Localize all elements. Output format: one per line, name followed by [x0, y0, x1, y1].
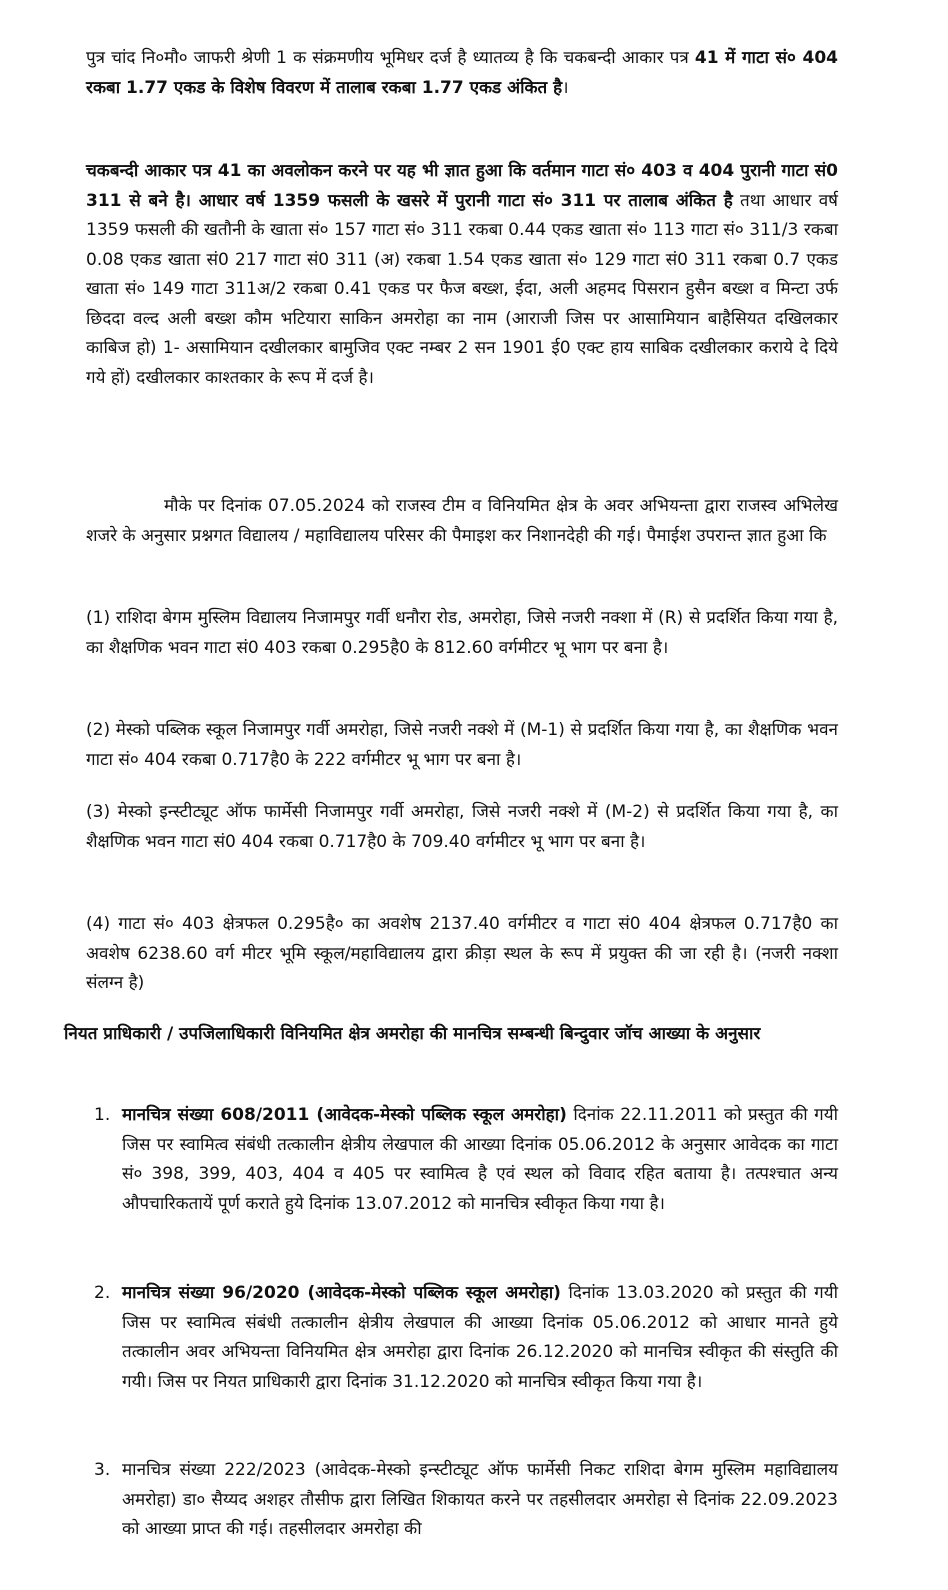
paragraph-2-text: तथा आधार वर्ष 1359 फसली की खतौनी के खाता सं० 157 गाटा सं० 311 रकबा 0.44 एकड खाता सं० 113 गाटा सं० 311/3 रकबा 0.08 एकड खाता सं0 217 गाटा सं0 311 (अ) रकबा 1.54 एकड खाता सं० 129 गाटा सं0 311 रकबा 0.7 एकड खाता सं० 149 गाटा 311अ/2 रकबा 0.41 एकड पर फैज बख्श, ईदा, अली अहमद पिसरान हुसैन बख्श व मिन्टा उर्फ छिददा वल्द अली बख्श कौम भटियारा साकिन अमरोहा का नाम (आराजी जिस पर आसामियान बाहैसियत दखिलकार काबिज हो) 1- असामियान दखीलकार बामुजिव एक्ट नम्बर 2 सन 1901 ई0 एक्ट हाय साबिक दखीलकार कराये दे दिये गये हों) दखीलकार काश्तकार के रूप में दर्ज है। — [86, 190, 838, 388]
list-number: 1. — [94, 1105, 111, 1125]
list-item-3 — [94, 1456, 838, 1545]
list-number: 3. — [94, 1460, 111, 1480]
point-4: (4) गाटा सं० 403 क्षेत्रफल 0.295है० का अवशेष 2137.40 वर्गमीटर व गाटा सं0 404 क्षेत्रफल 0.717है0 का अवशेष 6238.60 वर्ग मीटर भूमि स्कूल/महाविद्यालय द्वारा क्रीड़ा स्थल के रूप में प्रयुक्त की जा रही है। (नजरी नक्शा संलग्न है) — [86, 914, 838, 993]
paragraph-1-text: पुत्र चांद नि०मौ० जाफरी श्रेणी 1 क संक्रमणीय भूमिधर दर्ज है ध्यातव्य है कि चकबन्दी आकार पत्र — [86, 48, 695, 68]
list-item-1 — [94, 1101, 838, 1219]
list-item-1-text: दिनांक 22.11.2011 को प्रस्तुत की गयी जिस पर स्वामित्व संबंधी तत्कालीन क्षेत्रीय लेखपाल की आख्या दिनांक 05.06.2012 के अनुसार आवेदक का गाटा सं० 398, 399, 403, 404 व 405 पर स्वामित्व है एवं स्थल को विवाद रहित बताया है। तत्पश्चात अन्य औपचारिकतायें पूर्ण कराते हुये दिनांक 13.07.2012 को मानचित्र स्वीकृत किया गया है। — [122, 1105, 838, 1214]
point-2: (2) मेस्को पब्लिक स्कूल निजामपुर गर्वी अमरोहा, जिसे नजरी नक्शे में (M-1) से प्रदर्शित किया गया है, का शैक्षणिक भवन गाटा सं० 404 रकबा 0.717है0 के 222 वर्गमीटर भू भाग पर बना है। — [86, 720, 838, 770]
list-item-2 — [94, 1279, 838, 1397]
list-number: 2. — [94, 1283, 111, 1303]
paragraph-2 — [86, 157, 838, 393]
list-item-1-bold: मानचित्र संख्या 608/2011 (आवेदक-मेस्को पब्लिक स्कूल अमरोहा) — [122, 1105, 567, 1125]
list-item-3-text: मानचित्र संख्या 222/2023 (आवेदक-मेस्को इन्स्टीट्यूट ऑफ फार्मेसी निकट राशिदा बेगम मुस्लिम महाविद्यालय अमरोहा) डा० सैय्यद अशहर तौसीफ द्वारा लिखित शिकायत करने पर तहसीलदार अमरोहा से दिनांक 22.09.2023 को आख्या प्राप्त की गई। तहसीलदार अमरोहा की — [122, 1460, 838, 1539]
paragraph-1-end: । — [562, 77, 569, 98]
point-1: (1) राशिदा बेगम मुस्लिम विद्यालय निजामपुर गर्वी धनौरा रोड, अमरोहा, जिसे नजरी नक्शा में (R) से प्रदर्शित किया गया है, का शैक्षणिक भवन गाटा सं0 403 रकबा 0.295है0 के 812.60 वर्गमीटर भू भाग पर बना है। — [86, 608, 838, 658]
point-3: (3) मेस्को इन्स्टीट्यूट ऑफ फार्मेसी निजामपुर गर्वी अमरोहा, जिसे नजरी नक्शे में (M-2) से प्रदर्शित किया गया है, का शैक्षणिक भवन गाटा सं0 404 रकबा 0.717है0 के 709.40 वर्गमीटर भू भाग पर बना है। — [86, 802, 838, 852]
paragraph-3: मौके पर दिनांक 07.05.2024 को राजस्व टीम व विनियमित क्षेत्र के अवर अभियन्ता द्वारा राजस्व अभिलेख शजरे के अनुसार प्रश्नगत विद्यालय / महाविद्यालय परिसर की पैमाइश कर निशानदेही की गई। पैमाईश उपरान्त ज्ञात हुआ कि — [86, 496, 838, 546]
list-item-2-text: दिनांक 13.03.2020 को प्रस्तुत की गयी जिस पर स्वामित्व संबंधी तत्कालीन क्षेत्रीय लेखपाल की आख्या दिनांक 05.06.2012 को आधार मानते हुये तत्कालीन अवर अभियन्ता विनियमित क्षेत्र अमरोहा द्वारा दिनांक 26.12.2020 को मानचित्र स्वीकृत की संस्तुति की गयी। जिस पर नियत प्राधिकारी द्वारा दिनांक 31.12.2020 को मानचित्र स्वीकृत किया गया है। — [122, 1283, 838, 1392]
paragraph-2-bold: चकबन्दी आकार पत्र 41 का अवलोकन करने पर यह भी ज्ञात हुआ कि वर्तमान गाटा सं० 403 व 404 पुरानी गाटा सं0 311 से बने है। आधार वर्ष 1359 फसली के खसरे में पुरानी गाटा सं० 311 पर तालाब अंकित है — [86, 161, 838, 211]
paragraph-1-bold: 41 में गाटा सं० 404 रकबा 1.77 एकड के विशेष विवरण में तालाब रकबा 1.77 एकड अंकित है — [86, 48, 839, 98]
paragraph-1 — [86, 44, 838, 103]
list-item-2-bold: मानचित्र संख्या 96/2020 (आवेदक-मेस्को पब्लिक स्कूल अमरोहा) — [122, 1283, 561, 1303]
section-heading: नियत प्राधिकारी / उपजिलाधिकारी विनियमित क्षेत्र अमरोहा की मानचित्र सम्बन्धी बिन्दुवार जॉच आख्या के अनुसार — [64, 1024, 761, 1044]
